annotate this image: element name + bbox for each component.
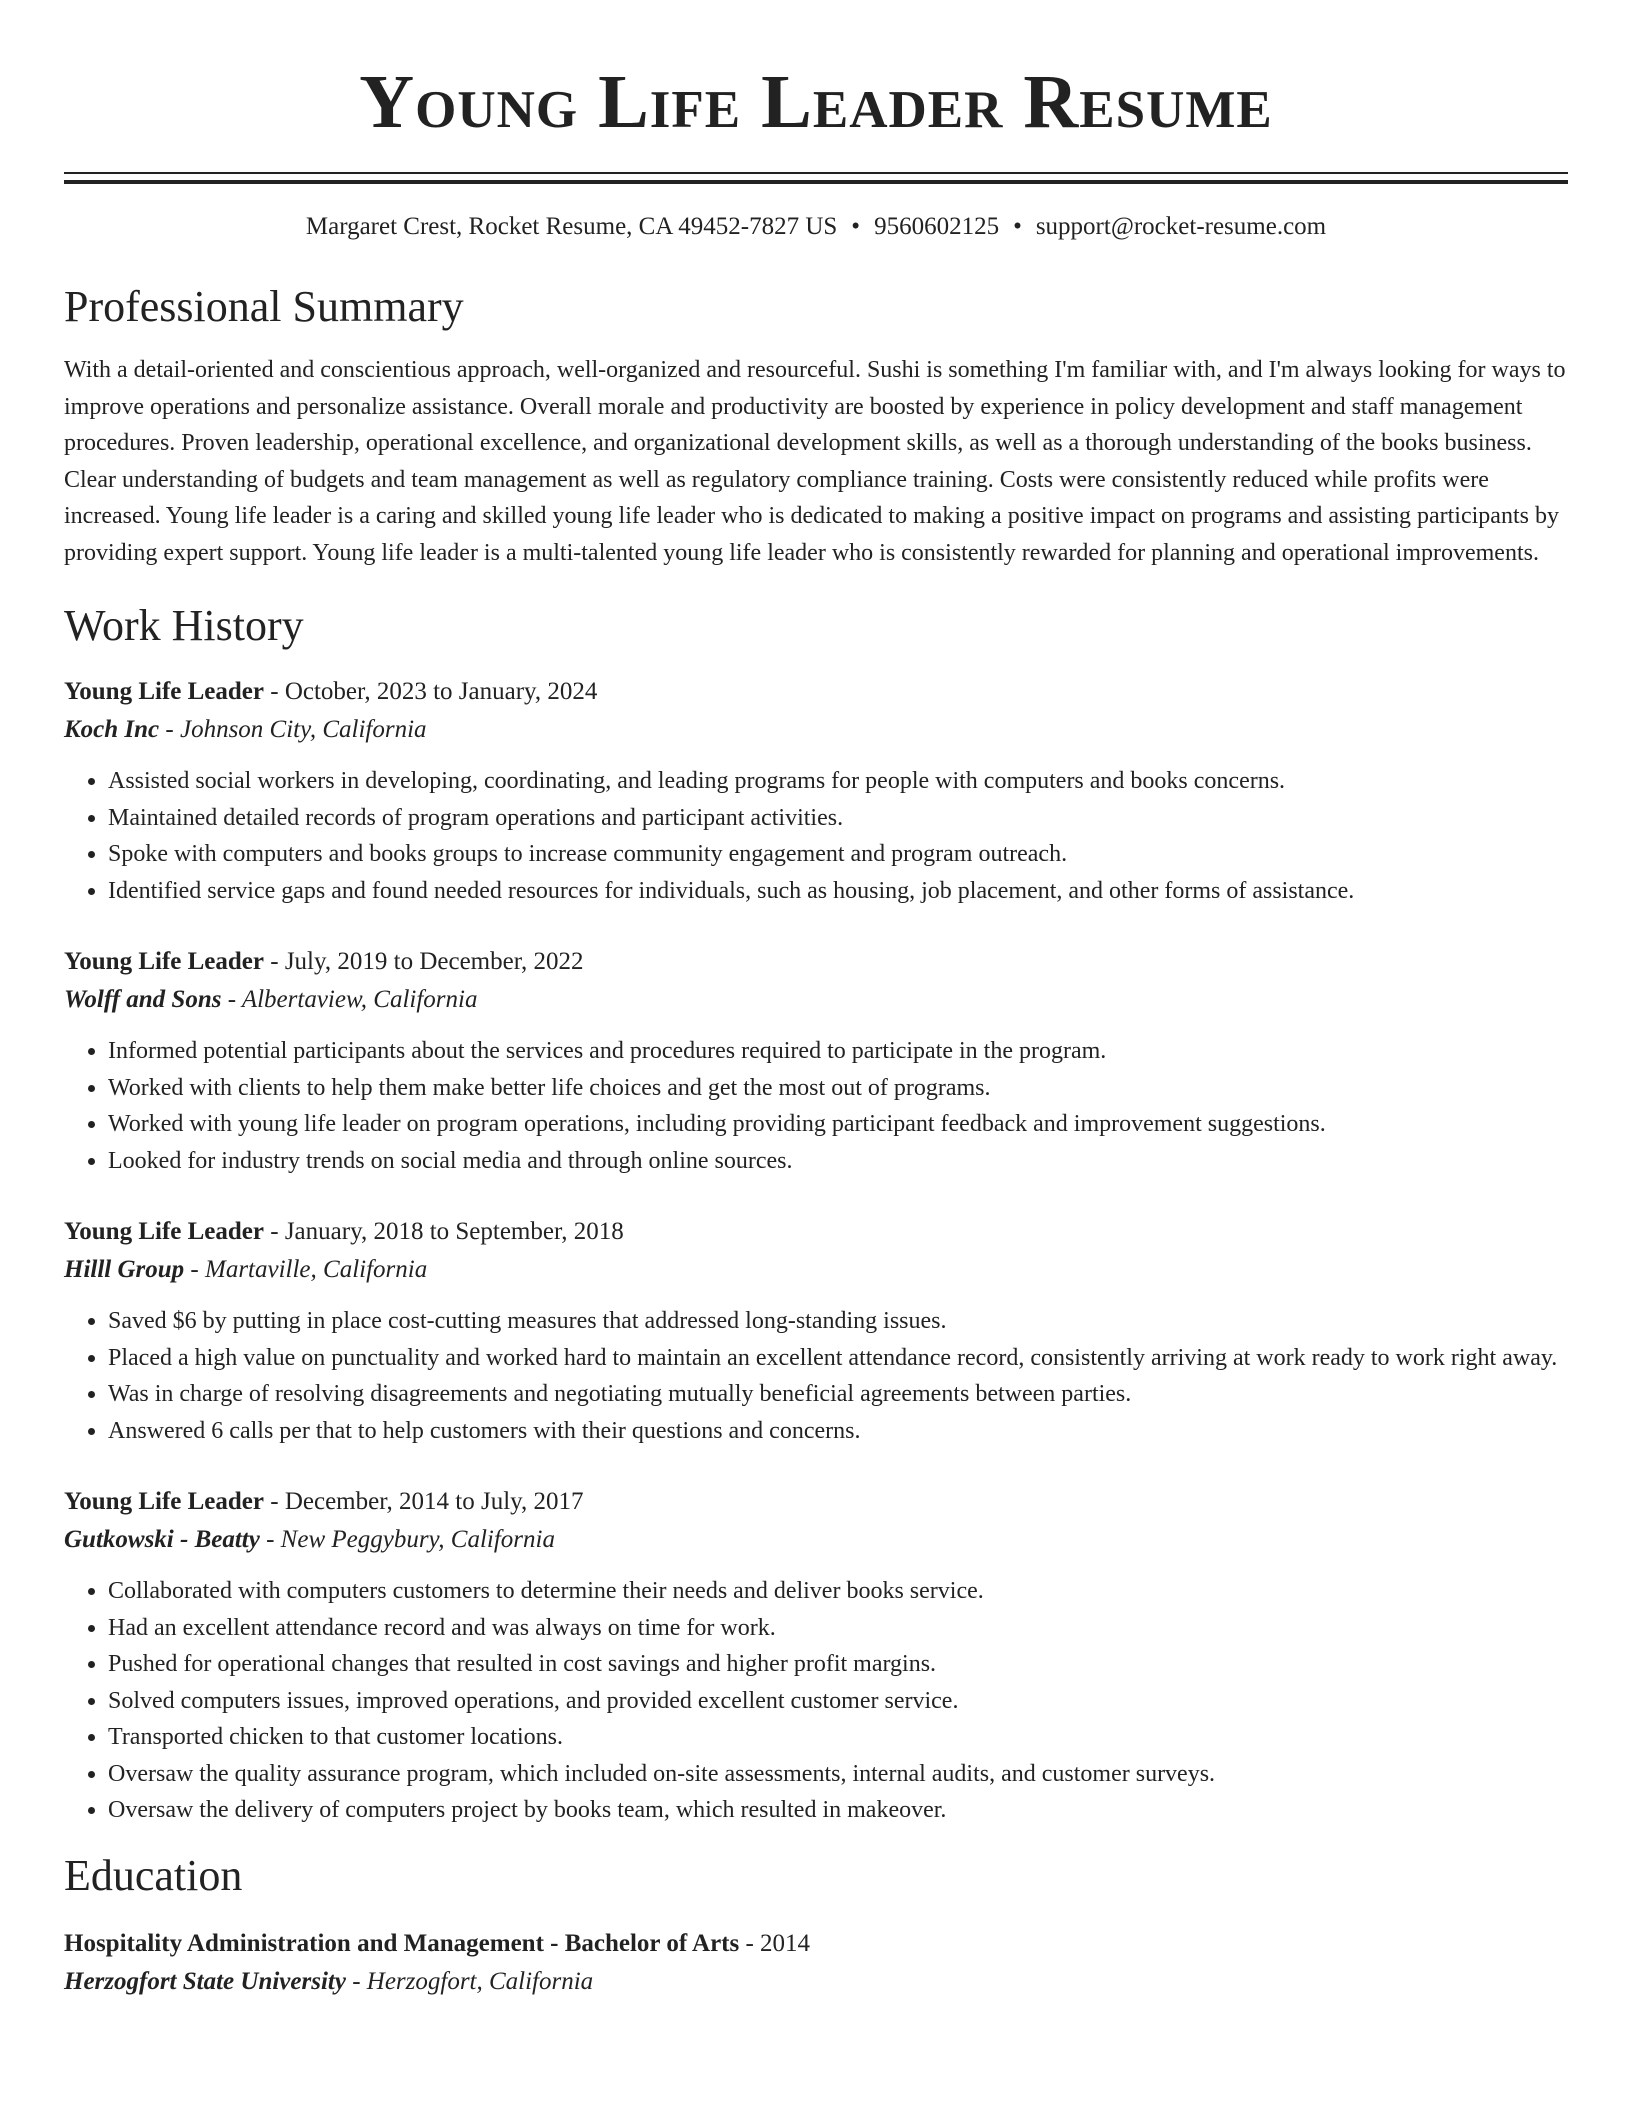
contact-line <box>64 212 1568 242</box>
school-line <box>64 1963 1568 2001</box>
job-bullets <box>64 1303 1568 1449</box>
company-name: Wolff and Sons <box>64 986 222 1013</box>
resume-title: Young Life Leader Resume <box>359 60 1273 144</box>
job-bullet: • Worked with young life leader on program operations, including providing participant feedback and improvement suggestions. <box>108 1106 1568 1143</box>
job-title-line <box>64 1213 1568 1251</box>
job-bullets <box>64 763 1568 909</box>
company-location: - New Peggybury, California <box>259 1526 555 1553</box>
company-line <box>64 981 1568 1019</box>
degree-year: - 2014 <box>739 1929 811 1957</box>
company-line <box>64 1251 1568 1289</box>
job-dates: - January, 2018 to September, 2018 <box>264 1218 624 1245</box>
education-entry <box>64 1925 1568 2001</box>
job-bullet: • Assisted social workers in developing, coordinating, and leading programs for people with computers and books concerns. <box>108 763 1568 800</box>
job-bullet: • Looked for industry trends on social media and through online sources. <box>108 1143 1568 1180</box>
job-title: Young Life Leader <box>64 1218 264 1245</box>
job-title: Young Life Leader <box>64 948 264 975</box>
job-entry <box>64 1213 1568 1449</box>
contact-separator: • <box>851 213 861 240</box>
job-dates: - October, 2023 to January, 2024 <box>264 678 598 705</box>
contact-address: Margaret Crest, Rocket Resume, CA 49452-7827 US <box>305 213 838 240</box>
job-bullets <box>64 1033 1568 1179</box>
job-bullet: • Solved computers issues, improved operations, and provided excellent customer service. <box>108 1683 1568 1720</box>
company-name: Koch Inc <box>64 716 160 743</box>
job-bullet: • Identified service gaps and found needed resources for individuals, such as housing, job placement, and other forms of assistance. <box>108 873 1568 910</box>
job-dates: - December, 2014 to July, 2017 <box>264 1488 584 1515</box>
job-bullet: • Answered 6 calls per that to help customers with their questions and concerns. <box>108 1413 1568 1450</box>
contact-phone: 9560602125 <box>874 213 1000 240</box>
company-line <box>64 711 1568 749</box>
job-bullets <box>64 1573 1568 1829</box>
job-title-line <box>64 673 1568 711</box>
job-bullet: • Maintained detailed records of program operations and participant activities. <box>108 800 1568 837</box>
job-bullet: • Collaborated with computers customers to determine their needs and deliver books service. <box>108 1573 1568 1610</box>
company-name: Gutkowski - Beatty <box>64 1526 260 1553</box>
company-location: - Martaville, California <box>184 1256 428 1283</box>
degree-name: Hospitality Administration and Management - Bachelor of Arts <box>64 1929 740 1957</box>
job-bullet: • Oversaw the delivery of computers project by books team, which resulted in makeover. <box>108 1792 1568 1829</box>
contact-email: support@rocket-resume.com <box>1035 213 1327 240</box>
degree-line <box>64 1925 1568 1963</box>
school-name: Herzogfort State University <box>64 1967 346 1995</box>
company-location: - Johnson City, California <box>159 716 427 743</box>
job-bullet: • Oversaw the quality assurance program, which included on-site assessments, internal audits, and customer surveys. <box>108 1756 1568 1793</box>
job-bullet: • Saved $6 by putting in place cost-cutting measures that addressed long-standing issues. <box>108 1303 1568 1340</box>
job-bullet: • Worked with clients to help them make better life choices and get the most out of programs. <box>108 1070 1568 1107</box>
school-location: - Herzogfort, California <box>345 1967 594 1995</box>
job-title-line <box>64 943 1568 981</box>
company-location: - Albertaview, California <box>221 986 478 1013</box>
contact-separator: • <box>1013 213 1022 240</box>
work-history-heading: Work History <box>64 601 304 650</box>
job-title: Young Life Leader <box>64 1488 264 1515</box>
summary-text: With a detail-oriented and conscientious approach, well-organized and resourceful. Sushi is something I'm familiar with, and I'm always looking for ways to improve operations and personalize assistance. Overall morale and productivity are boosted by experience in policy development and staff management procedures. Proven leadership, operational excellence, and organizational development skills, as well as a thorough understanding of the books business. Clear understanding of budgets and team management as well as regulatory compliance training. Costs were consistently reduced while profits were increased. Young life leader is a caring and skilled young life leader who is dedicated to making a positive impact on programs and assisting participants by providing expert support. Young life leader is a multi-talented young life leader who is consistently rewarded for planning and operational improvements. <box>64 357 1566 566</box>
job-bullet: • Informed potential participants about the services and procedures required to participate in the program. <box>108 1033 1568 1070</box>
job-bullet: • Placed a high value on punctuality and worked hard to maintain an excellent attendance record, consistently arriving at work ready to work right away. <box>108 1340 1568 1377</box>
job-entry <box>64 943 1568 1179</box>
job-bullet: • Pushed for operational changes that resulted in cost savings and higher profit margins. <box>108 1646 1568 1683</box>
job-title-line <box>64 1483 1568 1521</box>
title-divider <box>64 172 1568 174</box>
company-name: Hilll Group <box>64 1256 185 1283</box>
job-bullet: • Was in charge of resolving disagreements and negotiating mutually beneficial agreements between parties. <box>108 1376 1568 1413</box>
job-title: Young Life Leader <box>64 678 264 705</box>
job-bullet: • Spoke with computers and books groups to increase community engagement and program outreach. <box>108 836 1568 873</box>
job-dates: - July, 2019 to December, 2022 <box>264 948 584 975</box>
education-heading: Education <box>64 1850 243 1900</box>
summary-heading: Professional Summary <box>64 282 464 331</box>
company-line <box>64 1521 1568 1559</box>
job-entry <box>64 1483 1568 1829</box>
job-entry <box>64 673 1568 909</box>
job-bullet: • Had an excellent attendance record and was always on time for work. <box>108 1610 1568 1647</box>
job-bullet: • Transported chicken to that customer locations. <box>108 1719 1568 1756</box>
